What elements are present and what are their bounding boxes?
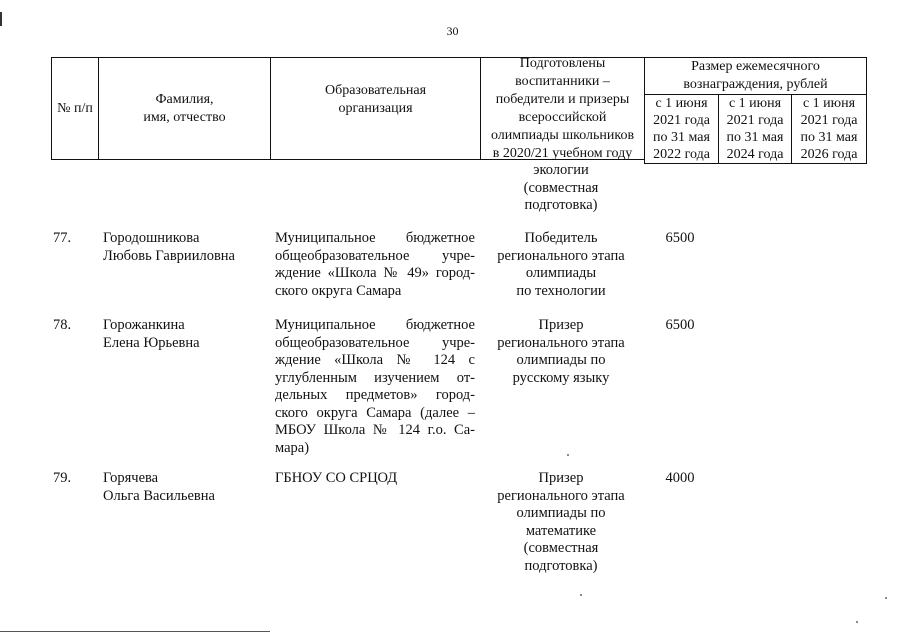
achievement-line: олимпиады — [525, 265, 597, 281]
header-name-line: Фамилия, — [155, 91, 214, 107]
header-achievement-line: в 2020/21 учебном году — [492, 145, 633, 161]
period-line: 2021 года — [726, 113, 784, 128]
period-line: по 31 мая — [653, 130, 710, 145]
period-line: 2026 года — [800, 147, 858, 162]
org-line: Муниципальное бюджетное — [275, 230, 475, 246]
org-line: углубленным изучением от- — [275, 369, 475, 386]
period-line: 2024 года — [726, 147, 784, 162]
org-line: ждение «Школа № 124 с — [275, 352, 475, 368]
scan-speck — [580, 594, 582, 596]
row-amount: 6500 — [665, 230, 695, 246]
period-line: с 1 июня — [655, 96, 708, 111]
row-achievement — [484, 317, 638, 387]
org-line: МБОУ Школа № 124 г.о. Са- — [275, 422, 475, 438]
row-org — [275, 470, 475, 488]
period-line: 2021 года — [653, 113, 710, 128]
achievement-line: по технологии — [516, 282, 606, 299]
header-reward-line: Размер ежемесячного — [691, 59, 820, 74]
org-line: ского округа Самара — [275, 282, 402, 299]
org-line: общеобразовательное учре- — [275, 334, 475, 351]
achievement-line: Призер — [538, 317, 584, 333]
row-org — [275, 317, 475, 457]
org-line: ждение «Школа № 49» город- — [275, 265, 475, 281]
header-reward-line: вознаграждения, рублей — [683, 77, 828, 92]
row-number: 77. — [53, 230, 72, 246]
row-number: 78. — [53, 317, 72, 333]
row-achievement — [484, 230, 638, 300]
row-achievement — [484, 470, 638, 575]
achievement-line: Победитель — [524, 230, 598, 246]
row-amount: 4000 — [665, 470, 695, 486]
name-line: Елена Юрьевна — [103, 334, 200, 351]
achievement-line: русскому языку — [512, 369, 610, 386]
name-line: Ольга Васильевна — [103, 487, 215, 504]
org-line: дельных предметов» город- — [275, 387, 475, 403]
achievement-line: олимпиады по — [516, 352, 606, 368]
achievement-line: регионального этапа — [497, 487, 625, 504]
org-line: общеобразовательное учре- — [275, 247, 475, 264]
continuation-line: подготовка) — [524, 197, 598, 213]
achievement-line: Призер — [538, 470, 584, 486]
period-line: с 1 июня — [802, 96, 856, 111]
scan-speck — [885, 597, 887, 599]
header-org-line: Образовательная — [324, 83, 427, 98]
period-line: 2021 года — [800, 113, 858, 128]
header-num: № п/п — [57, 100, 93, 116]
header-achievement-line: Подготовлены — [519, 55, 606, 71]
name-line: Городошникова — [103, 230, 200, 246]
name-line: Горожанкина — [103, 317, 185, 333]
period-line: по 31 мая — [726, 130, 784, 145]
header-org-line: организация — [338, 101, 413, 116]
name-line: Горячева — [103, 470, 159, 486]
header-achievement-line: воспитанники – — [515, 73, 610, 89]
org-line: Муниципальное бюджетное — [275, 317, 475, 333]
header-achievement-line: всероссийской — [518, 109, 607, 125]
row-amount: 6500 — [665, 317, 695, 333]
continuation-line: экологии — [533, 162, 589, 178]
row-name — [103, 317, 268, 352]
achievement-line: регионального этапа — [497, 334, 625, 351]
row-name — [103, 230, 268, 265]
header-name-line: имя, отчество — [143, 109, 226, 125]
achievement-line: подготовка) — [524, 557, 598, 574]
org-line: ского округа Самара (далее – — [275, 404, 475, 421]
scan-speck — [856, 621, 858, 623]
row-number: 79. — [53, 470, 72, 486]
continuation-line: (совместная — [523, 179, 599, 196]
scan-speck — [567, 454, 569, 456]
achievement-line: математике — [525, 522, 597, 539]
table-header — [0, 0, 905, 170]
continuation-text — [484, 162, 638, 215]
achievement-line: регионального этапа — [497, 247, 625, 264]
header-achievement-line: олимпиады школьников — [490, 127, 635, 143]
header-achievement-line: победители и призеры — [495, 91, 630, 107]
row-org — [275, 230, 475, 300]
name-line: Любовь Гаврииловна — [103, 247, 235, 264]
achievement-line: (совместная — [523, 540, 599, 556]
org-line: ГБНОУ СО СРЦОД — [275, 470, 398, 486]
row-name — [103, 470, 268, 505]
achievement-line: олимпиады по — [516, 505, 606, 521]
period-line: 2022 года — [653, 147, 710, 162]
period-line: с 1 июня — [728, 96, 782, 111]
bottom-edge-line — [0, 631, 270, 632]
period-line: по 31 мая — [800, 130, 858, 145]
page-number: 30 — [446, 24, 459, 38]
org-line: мара) — [275, 439, 310, 456]
